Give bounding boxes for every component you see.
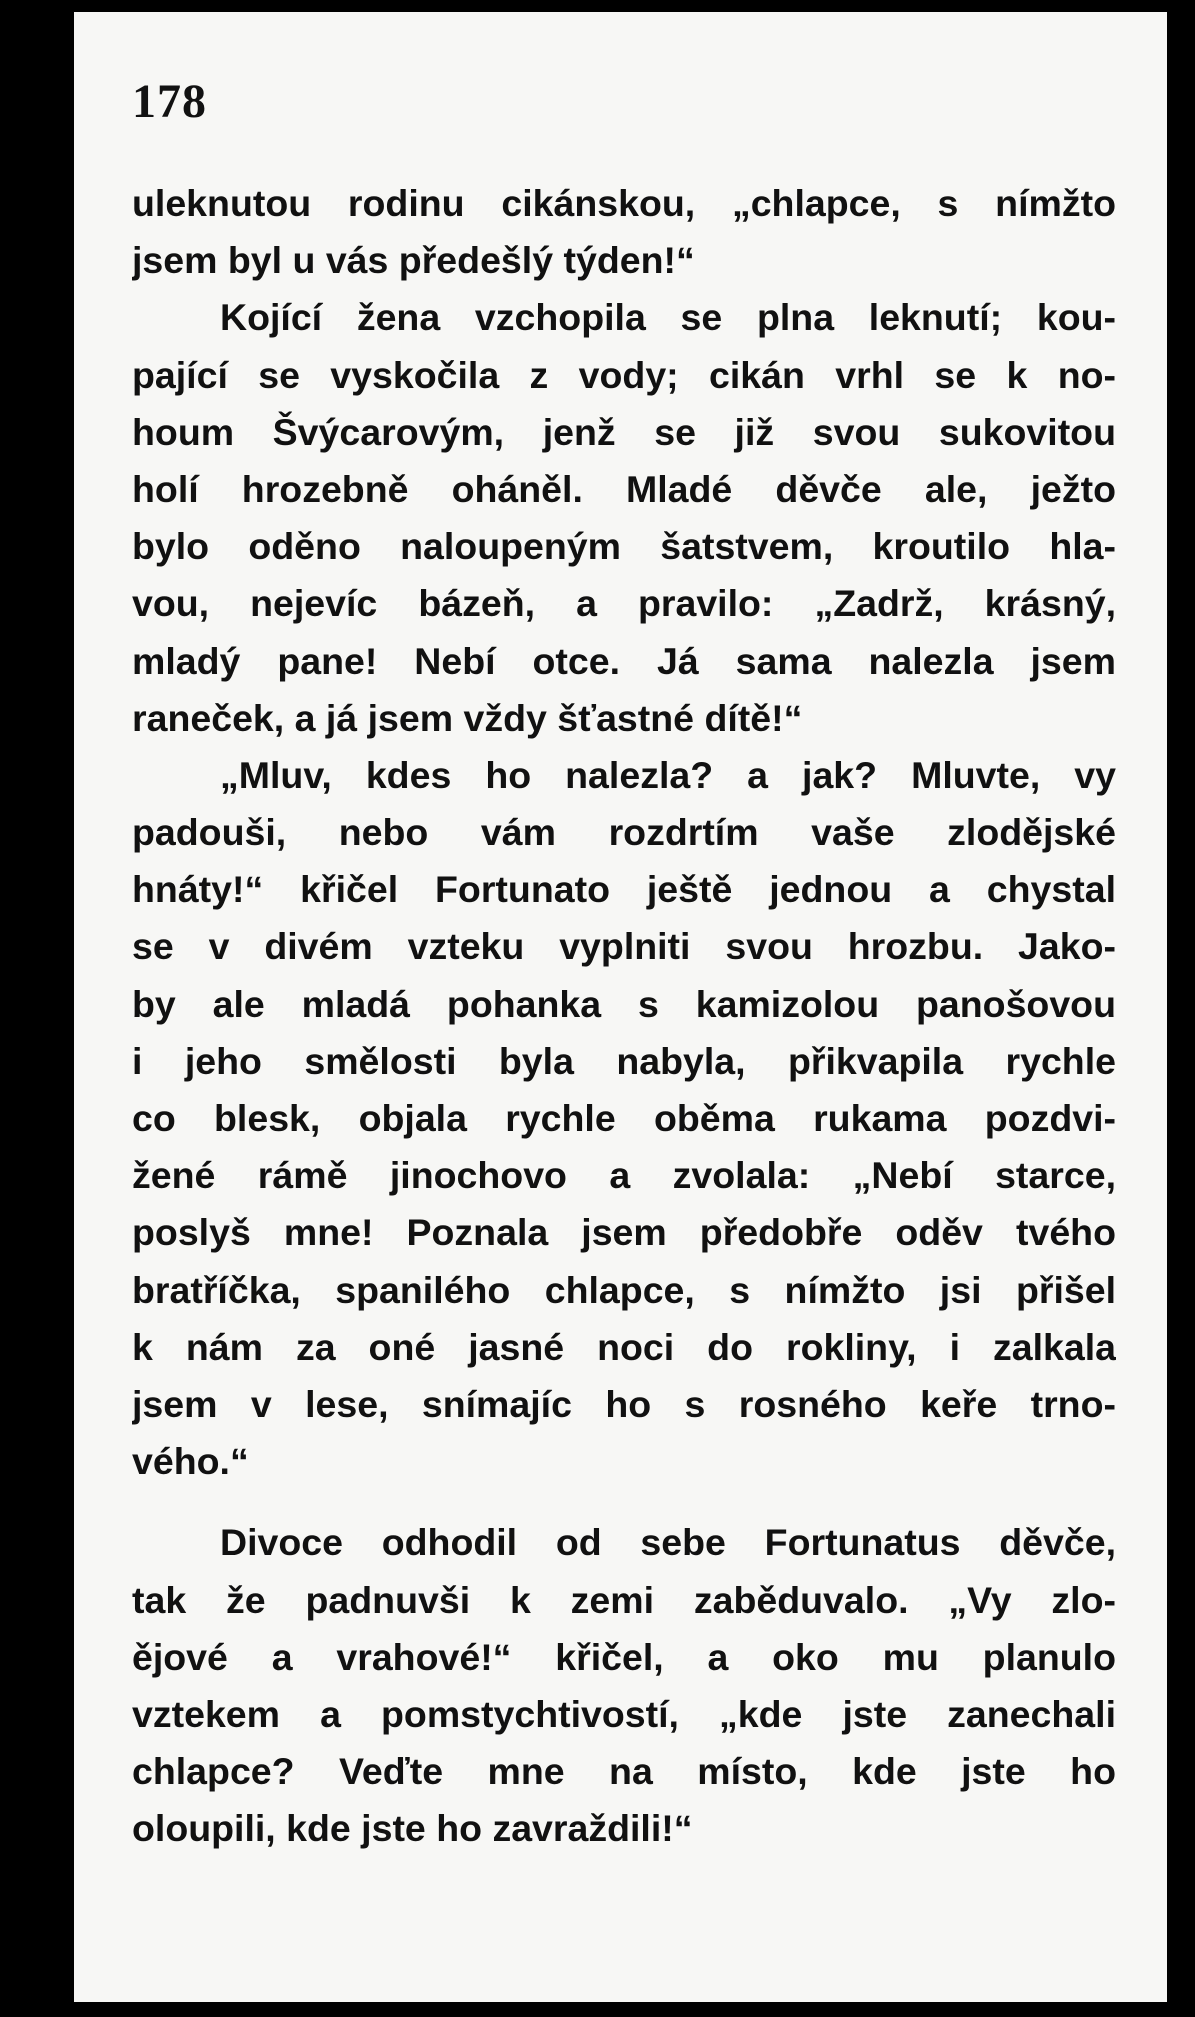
text-line: Kojící žena vzchopila se plna leknutí; kou-: [220, 296, 1116, 339]
text-line: k nám za oné jasné noci do rokliny, i zalkala: [132, 1325, 1116, 1368]
text-line: i jeho smělosti byla nabyla, přikvapila rychle: [132, 1039, 1116, 1082]
text-line: „Mluv, kdes ho nalezla? a jak? Mluvte, vy: [220, 753, 1116, 796]
text-line: chlapce? Veďte mne na místo, kde jste ho: [132, 1750, 1116, 1793]
text-line: tak že padnuvši k zemi zaběduvalo. „Vy zlo-: [132, 1578, 1116, 1621]
text-line: vou, nejevíc bázeň, a pravilo: „Zadrž, krásný,: [132, 582, 1116, 625]
text-line: co blesk, objala rychle oběma rukama pozdvi-: [132, 1097, 1116, 1139]
paragraph-gap: [132, 1490, 1116, 1514]
text-line: hnáty!“ křičel Fortunato ještě jednou a chystal: [132, 868, 1116, 911]
text-line: se v divém vzteku vyplniti svou hrozbu. Jako-: [132, 925, 1116, 968]
text-line: uleknutou rodinu cikánskou, „chlapce, s nímžto: [132, 182, 1116, 224]
text-line: žené rámě jinochovo a zvolala: „Nebí starce,: [132, 1154, 1116, 1197]
page-number: 178: [132, 75, 207, 128]
text-line: oloupili, kde jste ho zavraždili!“: [132, 1807, 693, 1850]
text-line: vztekem a pomstychtivostí, „kde jste zanechali: [132, 1692, 1116, 1735]
text-line: raneček, a já jsem vždy šťastné dítě!“: [132, 696, 803, 739]
text-line: houm Švýcarovým, jenž se již svou sukovitou: [132, 410, 1116, 453]
text-line: bylo oděno naloupeným šatstvem, kroutilo hla-: [132, 525, 1116, 568]
text-line: pající se vyskočila z vody; cikán vrhl se k no-: [132, 353, 1116, 396]
text-line: ějové a vrahové!“ křičel, a oko mu planulo: [132, 1635, 1116, 1678]
text-line: vého.“: [132, 1440, 249, 1483]
text-line: by ale mladá pohanka s kamizolou panošovou: [132, 982, 1116, 1025]
text-line: holí hrozebně oháněl. Mladé děvče ale, ježto: [132, 467, 1116, 510]
text-line: mladý pane! Nebí otce. Já sama nalezla jsem: [132, 639, 1116, 682]
text-line: bratříčka, spanilého chlapce, s nímžto jsi přišel: [132, 1268, 1116, 1311]
text-line: Divoce odhodil od sebe Fortunatus děvče,: [220, 1521, 1116, 1564]
text-line: jsem byl u vás předešlý týden!“: [132, 239, 695, 282]
body-text: [132, 175, 1116, 1857]
text-line: poslyš mne! Poznala jsem předobře oděv tvého: [132, 1211, 1116, 1254]
text-line: jsem v lese, snímajíc ho s rosného keře trno-: [132, 1382, 1116, 1425]
text-line: padouši, nebo vám rozdrtím vaše zlodějské: [132, 811, 1116, 854]
